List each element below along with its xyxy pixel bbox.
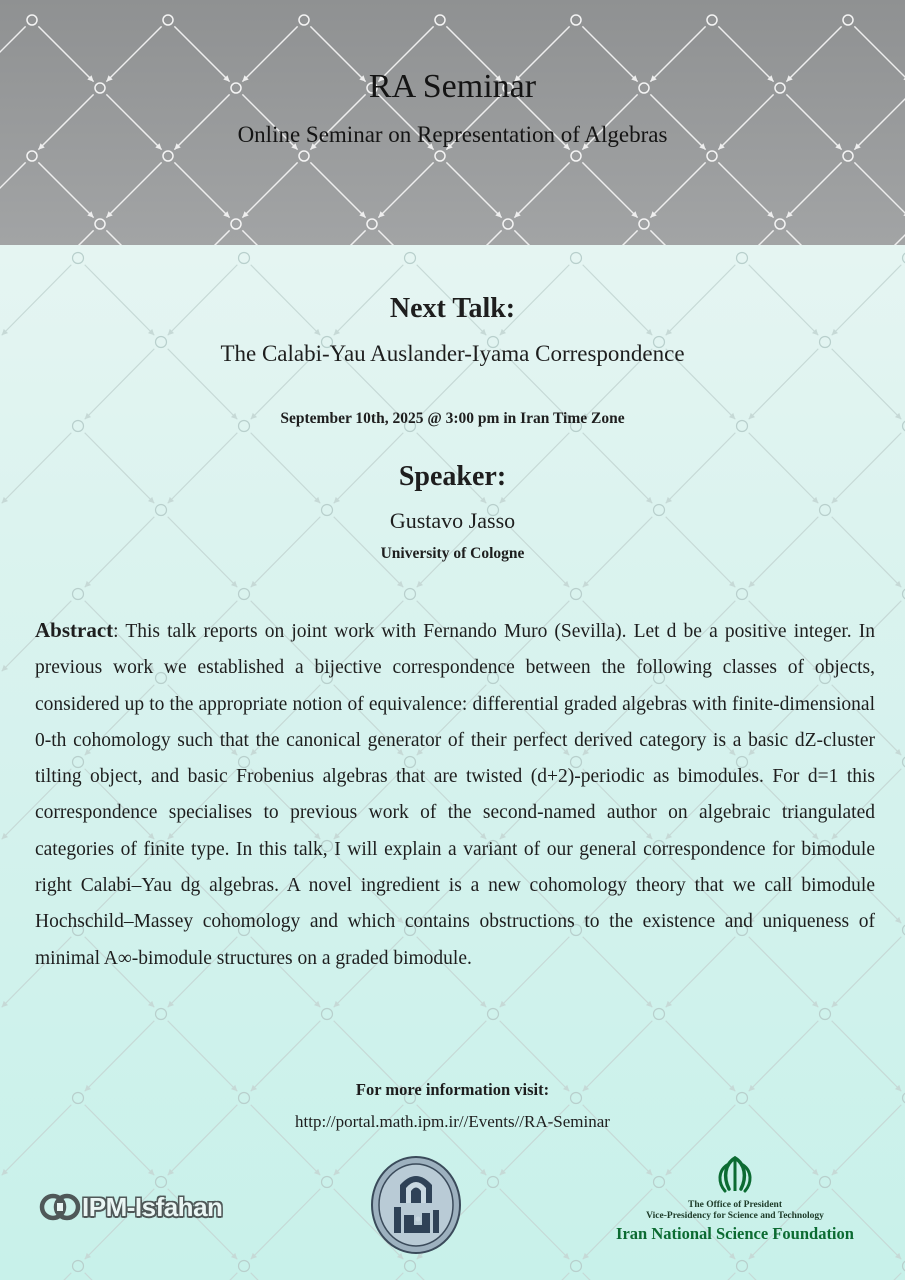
abstract-text: : This talk reports on joint work with Fernando Muro (Sevilla). Let d be a positive integer. In previous work we established a bijective correspondence between the following classes of objects, considered up to the appropriate notion of equivalence: differential graded algebras with finite-dimensional 0-th cohomology such that the canonical generator of their perfect derived category is a basic dZ-cluster tilting object, and basic Frobenius algebras that are twisted (d+2)-periodic as bimodules. For d=1 this correspondence specialises to previous work of the second-named author on algebraic triangulated categories of finite type. In this talk, I will explain a variant of our general correspondence for bimodule right Calabi–Yau dg algebras. A novel ingredient is a new cohomology theory that we call bimodule Hochschild–Massey cohomology and which contains obstructions to the existence and uniqueness of minimal A∞-bimodule structures on a graded bimodule. xyxy=(35,621,875,969)
quiver-node xyxy=(737,589,748,600)
quiver-node xyxy=(239,253,250,264)
quiver-node xyxy=(239,589,250,600)
quiver-arrow xyxy=(310,162,365,217)
quiver-node xyxy=(639,219,649,229)
quiver-arrow xyxy=(174,162,229,217)
speaker-affiliation: University of Cologne xyxy=(380,545,525,562)
quiver-arrow xyxy=(854,230,905,245)
quiver-node xyxy=(488,1009,499,1020)
quiver-node xyxy=(737,253,748,264)
quiver-arrow xyxy=(174,230,229,245)
quiver-arrow xyxy=(786,230,841,245)
quiver-arrow xyxy=(650,230,705,245)
quiver-node xyxy=(820,1009,831,1020)
quiver-node xyxy=(654,1009,665,1020)
iran-emblem-icon xyxy=(713,1155,757,1195)
quiver-node xyxy=(843,15,853,25)
quiver-arrow xyxy=(85,1273,155,1280)
quiver-node xyxy=(322,1009,333,1020)
quiver-node xyxy=(707,15,717,25)
quiver-node xyxy=(163,15,173,25)
insf-office-line: The Office of President xyxy=(687,1200,782,1210)
quiver-node xyxy=(299,151,309,161)
quiver-node xyxy=(73,589,84,600)
insf-vice-presidency-line: Vice-Presidency for Science and Technology xyxy=(646,1211,824,1221)
quiver-node xyxy=(322,1177,333,1188)
quiver-arrow xyxy=(718,230,773,245)
seminar-subtitle: Online Seminar on Representation of Algebras xyxy=(237,122,668,147)
quiver-node xyxy=(775,219,785,229)
quiver-node xyxy=(571,589,582,600)
header-banner xyxy=(0,0,905,245)
quiver-arrow xyxy=(582,230,637,245)
speaker-heading: Speaker: xyxy=(398,461,507,492)
insf-logo xyxy=(590,1155,880,1244)
quiver-arrow xyxy=(251,1189,321,1259)
quiver-arrow xyxy=(514,230,569,245)
quiver-node xyxy=(503,219,513,229)
quiver-node xyxy=(95,219,105,229)
quiver-arrow xyxy=(749,1273,819,1280)
quiver-arrow xyxy=(500,1189,570,1259)
quiver-arrow xyxy=(38,230,93,245)
quiver-arrow xyxy=(168,1273,238,1280)
abstract xyxy=(35,612,875,977)
quiver-node xyxy=(231,219,241,229)
quiver-arrow xyxy=(500,1273,570,1280)
quiver-arrow xyxy=(2,1273,72,1280)
quiver-node xyxy=(239,1261,250,1272)
next-talk-heading: Next Talk: xyxy=(389,293,516,324)
quiver-arrow xyxy=(106,230,161,245)
quiver-arrow xyxy=(446,162,501,217)
quiver-arrow xyxy=(718,162,773,217)
quiver-arrow xyxy=(310,230,365,245)
quiver-node xyxy=(163,151,173,161)
quiver-arrow xyxy=(378,230,433,245)
quiver-arrow xyxy=(583,1273,653,1280)
quiver-arrow xyxy=(0,162,26,217)
quiver-node xyxy=(299,15,309,25)
insf-name: Iran National Science Foundation xyxy=(616,1224,854,1243)
abstract-label: Abstract xyxy=(35,618,114,642)
quiver-node xyxy=(405,253,416,264)
quiver-node xyxy=(156,1009,167,1020)
info-link[interactable]: http://portal.math.ipm.ir//Events//RA-Seminar xyxy=(295,1112,610,1131)
quiver-node xyxy=(73,1261,84,1272)
quiver-node xyxy=(367,219,377,229)
quiver-node xyxy=(571,15,581,25)
quiver-node xyxy=(488,1177,499,1188)
quiver-node xyxy=(405,589,416,600)
talk-date: September 10th, 2025 @ 3:00 pm in Iran Time Zone xyxy=(280,410,625,427)
quiver-node xyxy=(27,151,37,161)
quiver-node xyxy=(73,253,84,264)
seminar-title: RA Seminar xyxy=(368,68,537,105)
talk-title: The Calabi-Yau Auslander-Iyama Correspondence xyxy=(220,341,685,366)
quiver-arrow xyxy=(832,1273,902,1280)
speaker-name: Gustavo Jasso xyxy=(389,508,516,533)
quiver-arrow xyxy=(666,1273,736,1280)
quiver-node xyxy=(435,15,445,25)
ipm-emblem-icon xyxy=(38,1192,82,1222)
quiver-arrow xyxy=(106,162,161,217)
quiver-arrow xyxy=(514,162,569,217)
quiver-arrow xyxy=(378,162,433,217)
quiver-node xyxy=(843,151,853,161)
quiver-arrow xyxy=(242,162,297,217)
quiver-arrow xyxy=(242,230,297,245)
quiver-arrow xyxy=(446,230,501,245)
quiver-node xyxy=(707,151,717,161)
quiver-arrow xyxy=(417,1273,487,1280)
quiver-arrow xyxy=(854,162,905,217)
ipm-isfahan-logo xyxy=(38,1190,222,1224)
quiver-arrow xyxy=(786,162,841,217)
quiver-node xyxy=(405,1261,416,1272)
info-heading: For more information visit: xyxy=(355,1080,550,1099)
quiver-arrow xyxy=(582,162,637,217)
quiver-node xyxy=(737,1261,748,1272)
quiver-arrow xyxy=(650,162,705,217)
quiver-node xyxy=(571,253,582,264)
quiver-arrow xyxy=(251,1273,321,1280)
quiver-arrow xyxy=(38,162,93,217)
quiver-node xyxy=(571,151,581,161)
quiver-arrow xyxy=(334,1273,404,1280)
quiver-node xyxy=(571,1261,582,1272)
isfahan-university-seal xyxy=(370,1155,462,1260)
ipm-logo-text: IPM-Isfahan xyxy=(82,1191,223,1222)
quiver-node xyxy=(27,15,37,25)
quiver-node xyxy=(435,151,445,161)
quiver-node xyxy=(156,1177,167,1188)
